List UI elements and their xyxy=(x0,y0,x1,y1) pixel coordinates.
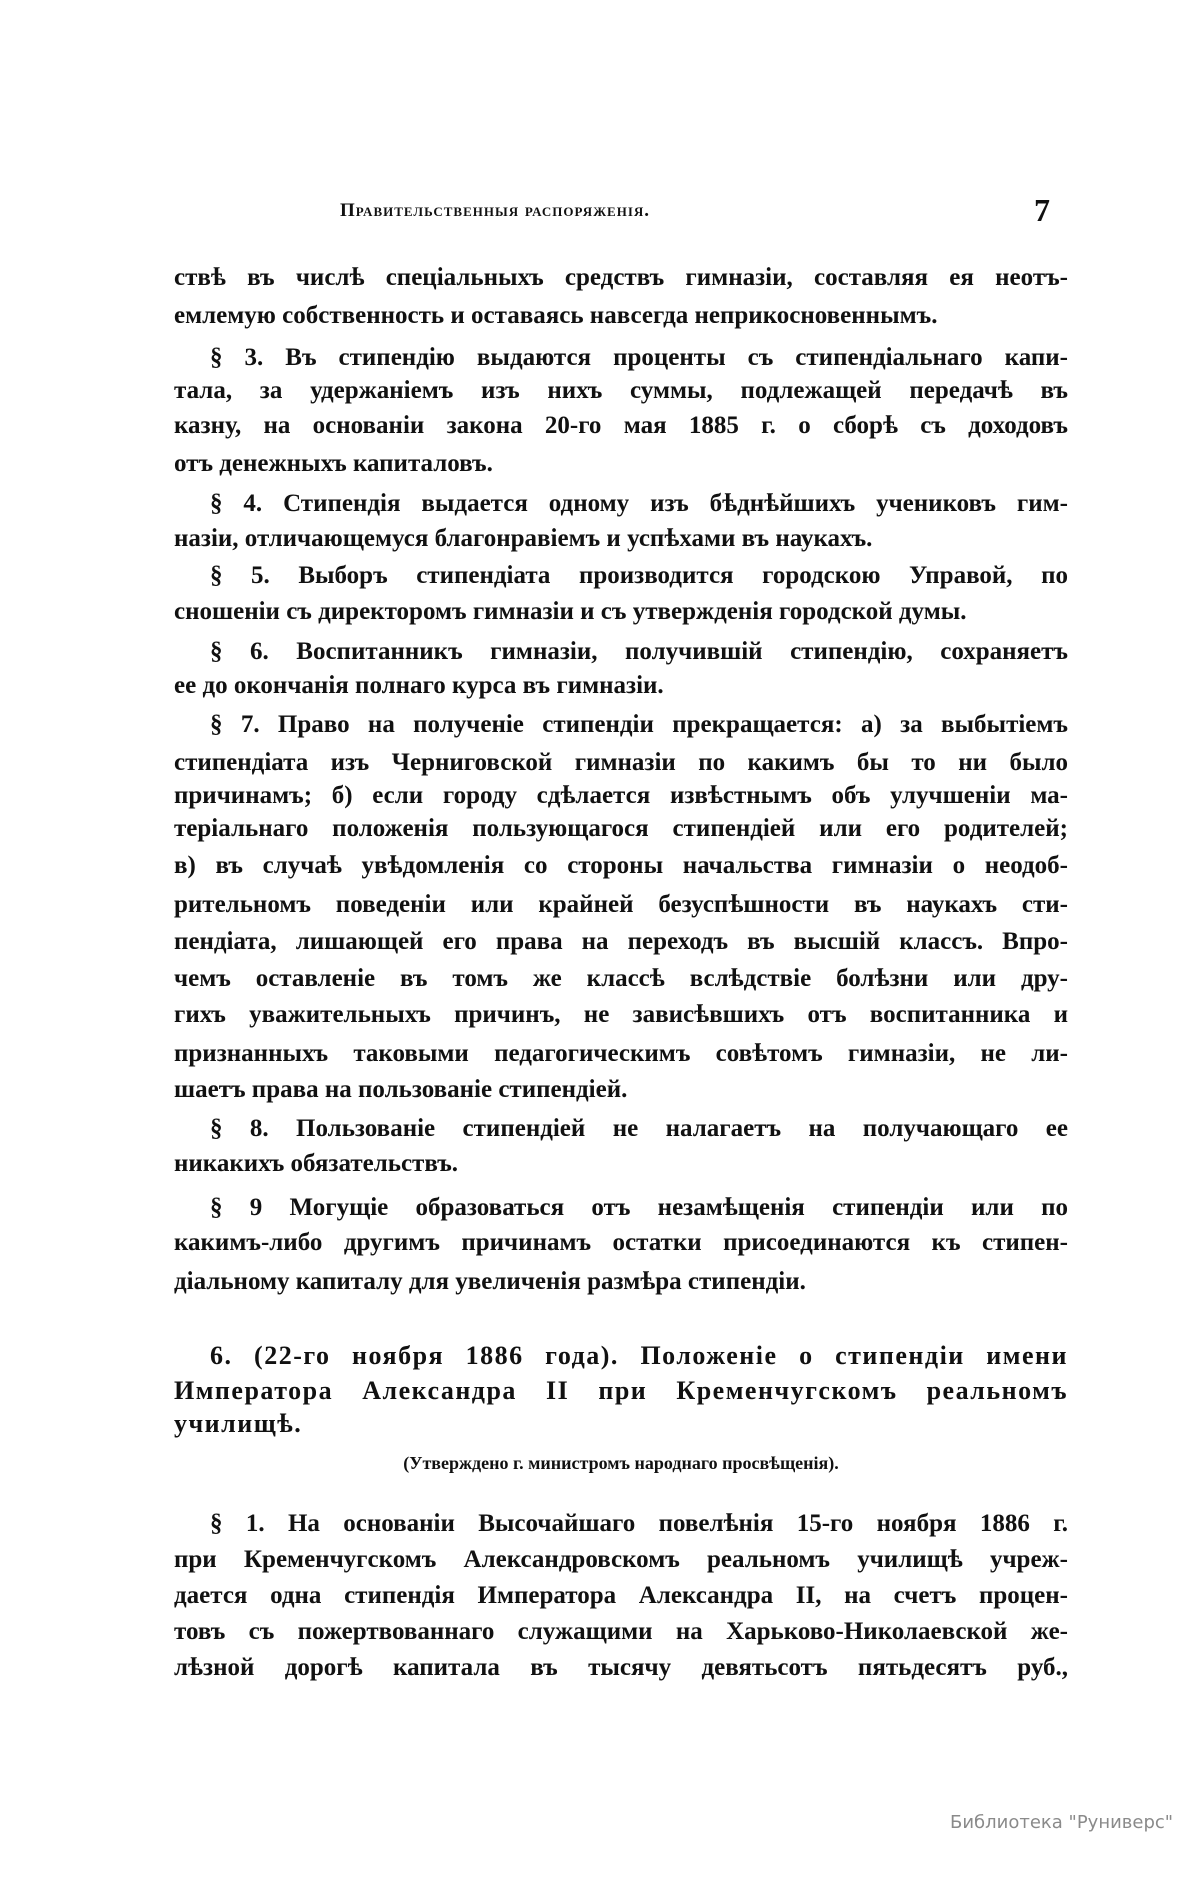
text-line: ее до окончанія полнаго курса въ гимназіи. xyxy=(174,672,664,699)
text-line: гихъ уважительныхъ причинъ, не зависѣвшихъ отъ воспитанника и xyxy=(174,1001,1068,1028)
text-line: теріальнаго положенія пользующагося стипендіей или его родителей; xyxy=(174,815,1068,842)
text-line: рительномъ поведеніи или крайней безуспѣшности въ наукахъ сти- xyxy=(174,891,1068,918)
text-line: признанныхъ таковыми педагогическимъ совѣтомъ гимназіи, не ли- xyxy=(174,1040,1068,1067)
section-heading-line: Императора Александра II при Кременчугскомъ реальномъ xyxy=(174,1376,1068,1405)
text-line: сношеніи съ директоромъ гимназіи и съ утвержденія городской думы. xyxy=(174,598,967,625)
text-line: § 5. Выборъ стипендіата производится городскою Управой, по xyxy=(210,562,1068,589)
text-line: шаетъ права на пользованіе стипендіей. xyxy=(174,1076,628,1103)
text-line: при Кременчугскомъ Александровскомъ реальномъ училищѣ учреж- xyxy=(174,1546,1068,1573)
running-title: Правительственныя распоряженія. xyxy=(340,200,651,221)
text-line: § 8. Пользованіе стипендіей не налагаетъ на получающаго ее xyxy=(210,1115,1068,1142)
text-line: пендіата, лишающей его права на переходъ въ высшій классъ. Впро- xyxy=(174,928,1068,955)
section-heading-line: 6. (22-го ноября 1886 года). Положеніе о стипендіи имени xyxy=(210,1341,1068,1370)
text-line: § 9 Могущіе образоваться отъ незамѣщенія стипендіи или по xyxy=(210,1194,1068,1221)
text-line: причинамъ; б) если городу сдѣлается извѣстнымъ объ улучшеніи ма- xyxy=(174,782,1068,809)
text-line: діальному капиталу для увеличенія размѣра стипендіи. xyxy=(174,1268,806,1295)
text-line: назіи, отличающемуся благонравіемъ и успѣхами въ наукахъ. xyxy=(174,525,873,552)
text-line: казну, на основаніи закона 20-го мая 1885 г. о сборѣ съ доходовъ xyxy=(174,412,1068,439)
page-number: 7 xyxy=(1034,192,1050,228)
text-line: § 1. На основаніи Высочайшаго повелѣнія 15-го ноября 1886 г. xyxy=(210,1510,1068,1537)
text-line: в) въ случаѣ увѣдомленія со стороны начальства гимназіи о неодоб- xyxy=(174,852,1068,879)
text-line: § 3. Въ стипендію выдаются проценты съ стипендіальнаго капи- xyxy=(210,344,1068,371)
text-line: никакихъ обязательствъ. xyxy=(174,1150,459,1177)
text-line: § 6. Воспитанникъ гимназіи, получившій стипендію, сохраняетъ xyxy=(210,638,1068,665)
text-line: емлемую собственность и оставаясь навсегда неприкосновеннымъ. xyxy=(174,302,938,329)
approval-note: (Утверждено г. министромъ народнаго просвѣщенія). xyxy=(403,1453,839,1473)
text-line: отъ денежныхъ капиталовъ. xyxy=(174,450,493,477)
text-line: тала, за удержаніемъ изъ нихъ суммы, подлежащей передачѣ въ xyxy=(174,377,1068,404)
text-line: товъ съ пожертвованнаго служащими на Харьково-Николаевской же- xyxy=(174,1618,1068,1645)
text-line: § 4. Стипендія выдается одному изъ бѣднѣйшихъ учениковъ гим- xyxy=(210,490,1068,517)
text-line: чемъ оставленіе въ томъ же классѣ вслѣдствіе болѣзни или дру- xyxy=(174,965,1068,992)
library-watermark: Библиотека "Руниверс" xyxy=(950,1812,1174,1833)
text-line: дается одна стипендія Императора Александра II, на счетъ процен- xyxy=(174,1582,1068,1609)
section-heading-line: училищѣ. xyxy=(174,1409,303,1438)
text-line: ствѣ въ числѣ спеціальныхъ средствъ гимназіи, составляя ея неотъ- xyxy=(174,264,1068,291)
text-line: § 7. Право на полученіе стипендіи прекращается: а) за выбытіемъ xyxy=(210,711,1068,738)
text-line: лѣзной дорогѣ капитала въ тысячу девятьсотъ пятьдесятъ руб., xyxy=(174,1654,1068,1681)
text-line: стипендіата изъ Черниговской гимназіи по какимъ бы то ни было xyxy=(174,749,1068,776)
text-line: какимъ-либо другимъ причинамъ остатки присоединаются къ стипен- xyxy=(174,1229,1068,1256)
